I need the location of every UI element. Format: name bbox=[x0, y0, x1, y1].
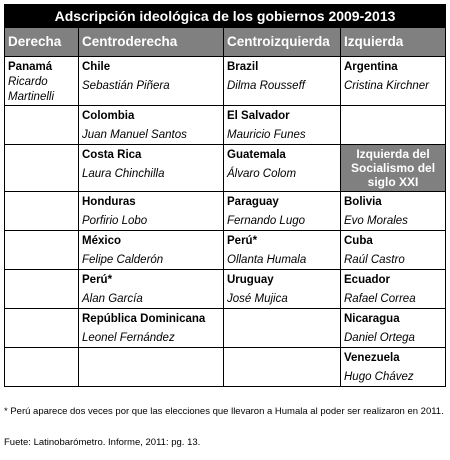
column-header-centroizquierda: Centroizquierda bbox=[224, 28, 341, 57]
leader-name: Mauricio Funes bbox=[227, 129, 306, 141]
table-row bbox=[5, 192, 446, 231]
table-cell bbox=[224, 57, 341, 106]
table-row bbox=[5, 348, 446, 387]
country-name: Cuba bbox=[344, 235, 373, 247]
country-name: Paraguay bbox=[227, 196, 279, 208]
leader-name: Fernando Lugo bbox=[227, 215, 306, 227]
country-name: Honduras bbox=[82, 196, 136, 208]
leader-name: Hugo Chávez bbox=[344, 371, 414, 383]
leader-name: Laura Chinchilla bbox=[82, 168, 165, 180]
table-cell bbox=[224, 106, 341, 145]
ideology-table bbox=[4, 4, 446, 387]
table-cell bbox=[5, 106, 79, 145]
country-name: Guatemala bbox=[227, 149, 286, 161]
leader-name: Juan Manuel Santos bbox=[82, 129, 187, 141]
table-cell bbox=[224, 231, 341, 270]
table-row bbox=[5, 231, 446, 270]
table-cell bbox=[224, 192, 341, 231]
column-header-centroderecha: Centroderecha bbox=[79, 28, 224, 57]
table-row bbox=[5, 106, 446, 145]
country-name: República Dominicana bbox=[82, 313, 206, 325]
table-row bbox=[5, 270, 446, 309]
leader-name: Cristina Kirchner bbox=[344, 80, 429, 92]
country-name: El Salvador bbox=[227, 110, 290, 122]
country-name: Uruguay bbox=[227, 274, 274, 286]
table-cell bbox=[341, 106, 446, 145]
country-name: Ecuador bbox=[344, 274, 391, 286]
table-title: Adscripción ideológica de los gobiernos 2009-2013 bbox=[5, 5, 446, 28]
table-cell bbox=[5, 192, 79, 231]
table-cell bbox=[79, 57, 224, 106]
table-cell bbox=[5, 145, 79, 192]
table-cell bbox=[341, 231, 446, 270]
column-header-derecha: Derecha bbox=[5, 28, 79, 57]
leader-name: Leonel Fernández bbox=[82, 332, 175, 344]
leader-name: Porfirio Lobo bbox=[82, 215, 148, 227]
table-row bbox=[5, 57, 446, 106]
table-cell bbox=[79, 231, 224, 270]
table-cell bbox=[224, 145, 341, 192]
table-cell bbox=[341, 270, 446, 309]
table-cell bbox=[341, 348, 446, 387]
country-name: Colombia bbox=[82, 110, 135, 122]
table-cell bbox=[79, 145, 224, 192]
table-cell bbox=[224, 270, 341, 309]
leader-name: Ricardo Martinelli bbox=[8, 76, 55, 103]
table-cell bbox=[224, 309, 341, 348]
table-cell bbox=[341, 192, 446, 231]
country-name: Perú* bbox=[82, 274, 113, 286]
table-cell bbox=[5, 231, 79, 270]
country-name: Argentina bbox=[344, 61, 398, 73]
leader-name: Álvaro Colom bbox=[227, 168, 297, 180]
table-cell bbox=[79, 192, 224, 231]
footnote: * Perú aparece dos veces por que las elecciones que llevaron a Humala al poder ser realizaron en 2011. bbox=[4, 406, 444, 417]
leader-name: Evo Morales bbox=[344, 215, 408, 227]
table-cell bbox=[79, 348, 224, 387]
country-name: Panamá bbox=[8, 61, 53, 73]
country-name: Costa Rica bbox=[82, 149, 142, 161]
leader-name: Felipe Calderón bbox=[82, 254, 164, 266]
leader-name: Rafael Correa bbox=[344, 293, 416, 305]
table-row bbox=[5, 145, 446, 192]
leader-name: Sebastián Piñera bbox=[82, 80, 170, 92]
country-name: Perú* bbox=[227, 235, 258, 247]
table-cell bbox=[341, 309, 446, 348]
table-cell bbox=[79, 106, 224, 145]
leader-name: Dilma Rousseff bbox=[227, 80, 305, 92]
column-header-izquierda: Izquierda bbox=[341, 28, 446, 57]
table-cell bbox=[5, 348, 79, 387]
table-cell bbox=[5, 270, 79, 309]
leader-name: Raúl Castro bbox=[344, 254, 405, 266]
country-name: Venezuela bbox=[344, 352, 400, 364]
table-row bbox=[5, 309, 446, 348]
country-name: Chile bbox=[82, 61, 111, 73]
country-name: Nicaragua bbox=[344, 313, 400, 325]
source-note: Fuete: Latinobarómetro. Informe, 2011: pg. 13. bbox=[4, 437, 201, 448]
leader-name: Daniel Ortega bbox=[344, 332, 415, 344]
table-cell bbox=[341, 57, 446, 106]
table-cell bbox=[5, 57, 79, 106]
country-name: Brazil bbox=[227, 61, 259, 73]
country-name: México bbox=[82, 235, 121, 247]
socialism-xxi-category-label: Izquierda del Socialismo del siglo XXI bbox=[341, 145, 446, 192]
leader-name: Alan García bbox=[82, 293, 143, 305]
table-cell bbox=[224, 348, 341, 387]
country-name: Bolivia bbox=[344, 196, 382, 208]
leader-name: Ollanta Humala bbox=[227, 254, 307, 266]
table-cell bbox=[79, 309, 224, 348]
table-cell bbox=[5, 309, 79, 348]
leader-name: José Mujica bbox=[227, 293, 288, 305]
table-cell bbox=[79, 270, 224, 309]
